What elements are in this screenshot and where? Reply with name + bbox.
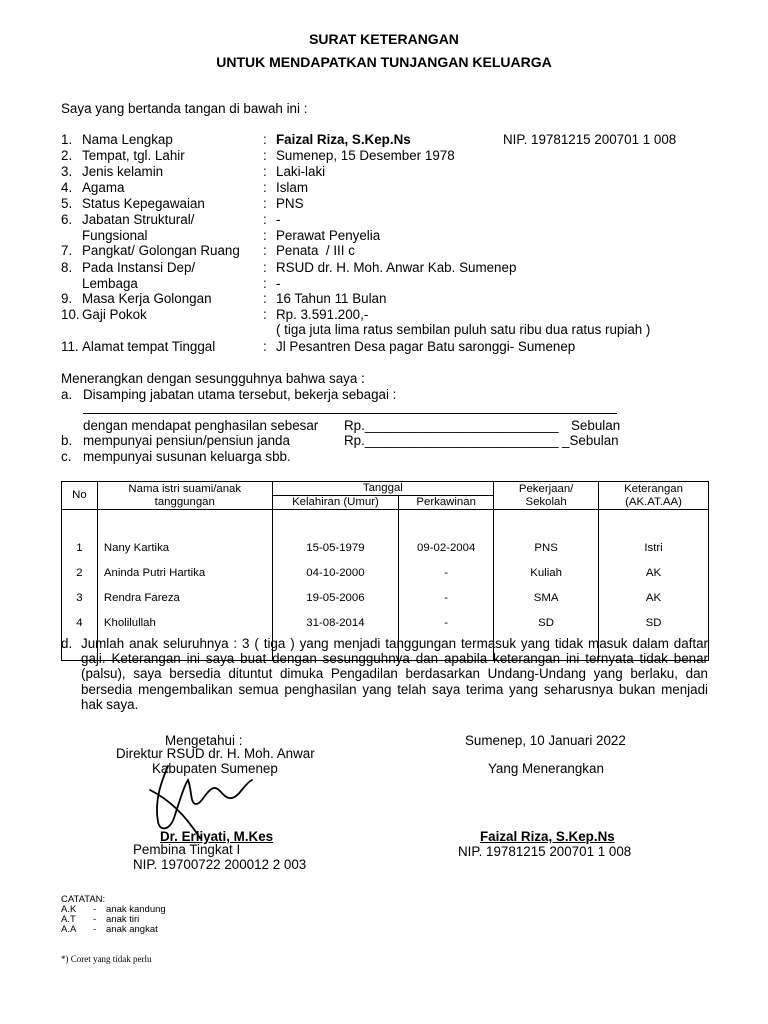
director-name: Dr. Erliyati, M.Kes <box>160 829 274 844</box>
director-region: Kabupaten Sumenep <box>152 761 278 776</box>
item-colon: : <box>263 260 267 275</box>
row-birth: 31-08-2014 <box>272 610 399 635</box>
item-colon: : <box>263 196 267 211</box>
header-pekerjaan: Pekerjaan/ Sekolah <box>494 482 599 510</box>
item-value: RSUD dr. H. Moh. Anwar Kab. Sumenep <box>276 260 517 275</box>
item-colon: : <box>263 132 267 147</box>
statement-intro: Menerangkan dengan sesungguhnya bahwa saya : <box>61 371 365 386</box>
item-number: 10. <box>61 307 80 322</box>
item-colon: : <box>263 307 267 322</box>
row-no: 2 <box>62 560 98 585</box>
table-row <box>62 560 709 585</box>
item-b-label: b. <box>61 433 73 448</box>
item-number: 2. <box>61 148 73 163</box>
note-desc: anak angkat <box>106 924 158 935</box>
item-value: Penata / III c <box>276 243 355 258</box>
known-by-label: Mengetahui : <box>165 733 243 748</box>
rp-blank-b: Rp.__________________________ <box>344 433 559 448</box>
item-b-text: mempunyai pensiun/pensiun janda <box>83 433 290 448</box>
row-occupation: Kuliah <box>494 560 599 585</box>
nip-top: NIP. 19781215 200701 1 008 <box>503 132 677 147</box>
row-no: 3 <box>62 585 98 610</box>
item-label: Tempat, tgl. Lahir <box>82 148 185 163</box>
item-colon: : <box>263 228 267 243</box>
table-row <box>62 535 709 560</box>
row-occupation: SMA <box>494 585 599 610</box>
item-colon: : <box>263 212 267 227</box>
note-code: A.K <box>61 904 77 915</box>
item-label: Pada Instansi Dep/ <box>82 260 196 275</box>
item-number: 6. <box>61 212 73 227</box>
row-occupation: PNS <box>494 535 599 560</box>
row-birth: 19-05-2006 <box>272 585 399 610</box>
rp-blank-a: Rp.__________________________ <box>344 418 559 433</box>
table-row <box>62 585 709 610</box>
note-code: A.A <box>61 924 77 935</box>
note-desc: anak kandung <box>106 904 166 915</box>
item-value: Islam <box>276 180 308 195</box>
item-d-label: d. <box>61 636 73 651</box>
row-no: 4 <box>62 610 98 635</box>
row-name: Rendra Fareza <box>97 585 272 610</box>
header-kelahiran: Kelahiran (Umur) <box>272 496 399 510</box>
item-value: Rp. 3.591.200,- <box>276 307 369 322</box>
item-number: 8. <box>61 260 73 275</box>
item-colon: : <box>263 276 267 291</box>
sebulan-b: _Sebulan <box>562 433 619 448</box>
signing-date: Sumenep, 10 Januari 2022 <box>465 733 626 748</box>
item-label: Nama Lengkap <box>82 132 173 147</box>
notes-title: CATATAN: <box>61 894 106 905</box>
director-title: Direktur RSUD dr. H. Moh. Anwar <box>116 746 315 761</box>
header-perkawinan: Perkawinan <box>399 496 494 510</box>
item-a-label: a. <box>61 387 73 402</box>
row-remark: AK <box>599 560 709 585</box>
item-label: Jabatan Struktural/ <box>82 212 195 227</box>
item-label: Gaji Pokok <box>82 307 147 322</box>
item-number: 7. <box>61 243 73 258</box>
salary-in-words: ( tiga juta lima ratus sembilan puluh satu ribu dua ratus rupiah ) <box>276 322 651 337</box>
note-code: A.T <box>61 914 76 925</box>
row-no: 1 <box>62 535 98 560</box>
item-a-text: Disamping jabatan utama tersebut, bekerja sebagai : <box>83 387 397 402</box>
blank-fill-line <box>83 413 617 414</box>
note-dash: - <box>93 904 97 915</box>
row-marriage: 09-02-2004 <box>399 535 494 560</box>
item-number: 1. <box>61 132 73 147</box>
item-label: Masa Kerja Golongan <box>82 291 212 306</box>
item-value: - <box>276 212 281 227</box>
doc-subtitle: UNTUK MENDAPATKAN TUNJANGAN KELUARGA <box>216 54 552 70</box>
row-occupation: SD <box>494 610 599 635</box>
director-nip: NIP. 19700722 200012 2 003 <box>133 857 307 872</box>
item-value: - <box>276 276 281 291</box>
director-rank: Pembina Tingkat I <box>133 842 241 857</box>
item-label: Pangkat/ Golongan Ruang <box>82 243 240 258</box>
header-tanggal: Tanggal <box>272 482 494 496</box>
item-colon: : <box>263 148 267 163</box>
item-label: Agama <box>82 180 125 195</box>
item-colon: : <box>263 180 267 195</box>
sebulan-a: Sebulan <box>571 418 621 433</box>
table-row <box>62 610 709 635</box>
full-name-value: Faizal Riza, S.Kep.Ns <box>276 132 411 147</box>
item-label: Lembaga <box>82 276 138 291</box>
item-value: Sumenep, 15 Desember 1978 <box>276 148 455 163</box>
header-keterangan: Keterangan (AK.AT.AA) <box>599 482 709 510</box>
declarant-name: Faizal Riza, S.Kep.Ns <box>480 829 615 844</box>
item-number: 9. <box>61 291 73 306</box>
signature-scribble <box>140 760 300 840</box>
declaration-paragraph: Jumlah anak seluruhnya : 3 ( tiga ) yang menjadi tanggungan termasuk yang tidak masuk dalam daftar gaji. Keterangan ini saya buat dengan sesungguhnya dan apabila keterangan ini ternyata tidak benar (palsu), saya bersedia dituntut dimuka Pengadilan berdasarkan Undang-Undang yang berlaku, dan bersedia mengembalikan semua penghasilan yang telah saya terima yang seharusnya bukan menjadi hak saya. <box>81 636 708 712</box>
item-label: Status Kepegawaian <box>82 196 205 211</box>
item-label: Jenis kelamin <box>82 164 164 179</box>
row-name: Kholilullah <box>97 610 272 635</box>
item-c-label: c. <box>61 449 72 464</box>
header-name: Nama istri suami/anak tanggungan <box>97 482 272 510</box>
note-dash: - <box>93 914 97 925</box>
item-label: Alamat tempat Tinggal <box>82 339 216 354</box>
header-no: No <box>62 482 98 510</box>
item-value: 16 Tahun 11 Bulan <box>276 291 387 306</box>
declarant-nip: NIP. 19781215 200701 1 008 <box>458 844 632 859</box>
item-value: Jl Pesantren Desa pagar Batu saronggi- Sumenep <box>276 339 576 354</box>
item-colon: : <box>263 243 267 258</box>
row-remark: Istri <box>599 535 709 560</box>
footnote: *) Coret yang tidak perlu <box>61 954 152 964</box>
row-remark: SD <box>599 610 709 635</box>
row-marriage: - <box>399 560 494 585</box>
row-name: Aninda Putri Hartika <box>97 560 272 585</box>
item-number: 11. <box>61 339 79 354</box>
item-colon: : <box>263 291 267 306</box>
item-value: PNS <box>276 196 304 211</box>
item-number: 4. <box>61 180 73 195</box>
row-birth: 04-10-2000 <box>272 560 399 585</box>
item-number: 5. <box>61 196 73 211</box>
item-c-text: mempunyai susunan keluarga sbb. <box>83 449 291 464</box>
item-value: Perawat Penyelia <box>276 228 381 243</box>
row-marriage: - <box>399 585 494 610</box>
note-dash: - <box>93 924 97 935</box>
declarant-role: Yang Menerangkan <box>488 761 604 776</box>
item-colon: : <box>263 164 267 179</box>
row-marriage: - <box>399 610 494 635</box>
note-desc: anak tiri <box>106 914 140 925</box>
income-text: dengan mendapat penghasilan sebesar <box>83 418 319 433</box>
row-name: Nany Kartika <box>97 535 272 560</box>
family-table <box>61 481 709 661</box>
row-birth: 15-05-1979 <box>272 535 399 560</box>
item-colon: : <box>263 339 267 354</box>
row-remark: AK <box>599 585 709 610</box>
item-label: Fungsional <box>82 228 148 243</box>
doc-title: SURAT KETERANGAN <box>309 31 459 47</box>
intro-text: Saya yang bertanda tangan di bawah ini : <box>61 101 308 116</box>
item-value: Laki-laki <box>276 164 326 179</box>
item-number: 3. <box>61 164 73 179</box>
